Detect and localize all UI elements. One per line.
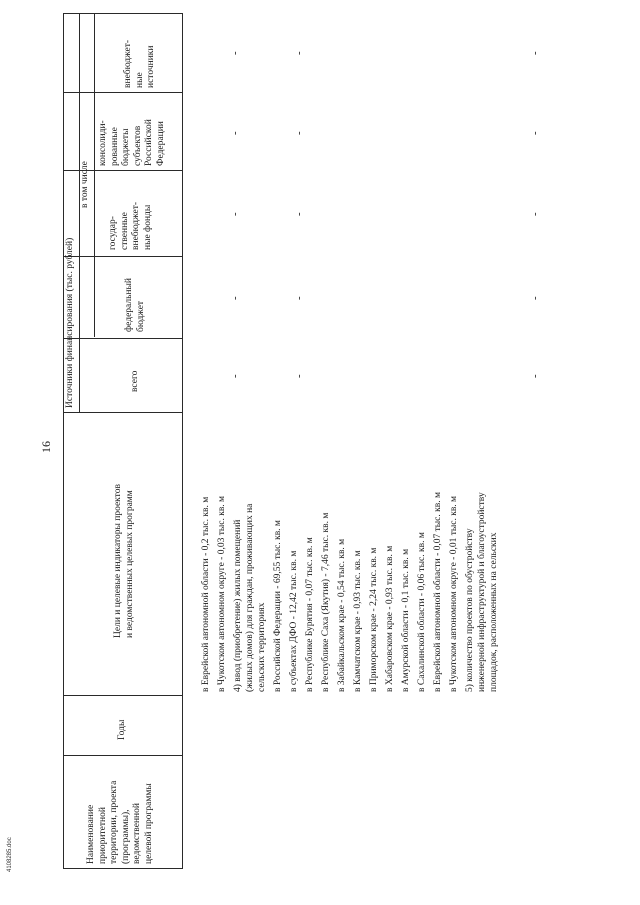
line-col3: [63, 338, 183, 339]
list-item: в Сахалинской области - 0,06 тыс. кв. м: [417, 532, 427, 692]
list-item: 4) ввод (приобретение) жилых помещений (жилых домов) для граждан, проживающих на сельских территориях: [233, 503, 267, 692]
header-state-funds: государ- ственные внебюджет- ные фонды: [108, 201, 153, 250]
value-extrabudget: -: [229, 51, 241, 55]
header-consolidated: консолиди- рованные бюджеты субъектов Российской Федерации: [98, 119, 166, 166]
list-item: в Российской Федерации - 69,55 тыс. кв. м: [273, 520, 283, 692]
value-total: -: [293, 374, 305, 378]
list-item: в субъектах ДФО - 12,42 тыс. кв. м: [289, 550, 299, 692]
value-federal: -: [529, 296, 541, 300]
table-border-right: [182, 13, 183, 869]
table-border-left: [63, 13, 64, 869]
table-border-top: [63, 13, 183, 14]
list-item: в Республике Саха (Якутия) - 7,46 тыс. кв. м: [321, 512, 331, 692]
list-item: 5) количество проектов по обустройству инженерной инфраструктурой и благоустройству площадок, расположенных на сельских: [465, 492, 499, 692]
line-goals-top: [63, 412, 183, 413]
header-years: Годы: [117, 719, 127, 740]
value-state-funds: -: [529, 212, 541, 216]
line-funding-title: [79, 13, 80, 412]
doc-reference-text: 4108285.doc: [7, 837, 13, 872]
value-extrabudget: -: [529, 51, 541, 55]
line-goals-bottom: [63, 695, 183, 696]
list-item: в Еврейской автономной области - 0,07 тыс. кв. м: [433, 492, 443, 692]
header-name: Наименование приоритетной территории, проекта (программы), ведомственной целевой программы: [86, 780, 154, 864]
doc-reference: [7, 837, 42, 878]
value-consolidated: -: [529, 131, 541, 135]
list-item: в Еврейской автономной области - 0,2 тыс. кв. м: [201, 496, 211, 692]
table-border-bottom: [63, 868, 183, 869]
list-item: в Чукотском автономном округе - 0,01 тыс. кв. м: [449, 495, 459, 692]
list-item: в Приморском крае - 2,24 тыс. кв. м: [369, 547, 379, 692]
header-goals: Цели и целевые индикаторы проектов и ведомственных целевых программ: [113, 484, 135, 638]
line-including-row: [94, 13, 95, 337]
value-extrabudget: -: [293, 51, 305, 55]
value-consolidated: -: [229, 131, 241, 135]
page-number-text: 16: [39, 441, 53, 453]
value-federal: -: [229, 296, 241, 300]
page-number: [39, 441, 53, 467]
header-extrabudget: внебюджет- ные источники: [123, 39, 156, 88]
value-federal: -: [293, 296, 305, 300]
goals-body: [200, 492, 500, 692]
list-item: в Хабаровском крае - 0,93 тыс. кв. м: [385, 545, 395, 692]
header-including: в том числе: [80, 161, 90, 208]
header-federal: федеральный бюджет: [124, 278, 146, 332]
value-total: -: [229, 374, 241, 378]
list-item: в Республике Бурятия - 0,07 тыс. кв. м: [305, 537, 315, 692]
value-total: -: [529, 374, 541, 378]
header-funding-title: Источники финансирования (тыс. рублей): [65, 237, 75, 408]
line-years-bottom: [63, 755, 183, 756]
list-item: в Забайкальском крае - 0,54 тыс. кв. м: [337, 538, 347, 692]
list-item: в Чукотском автономном округе - 0,03 тыс. кв. м: [217, 495, 227, 692]
line-col2: [63, 256, 183, 257]
header-total: всего: [130, 370, 140, 392]
value-state-funds: -: [229, 212, 241, 216]
line-including: [63, 92, 183, 93]
list-item: в Амурской области - 0,1 тыс. кв. м: [401, 548, 411, 692]
value-consolidated: -: [293, 131, 305, 135]
value-state-funds: -: [293, 212, 305, 216]
list-item: в Камчатском крае - 0,93 тыс. кв. м: [353, 550, 363, 692]
